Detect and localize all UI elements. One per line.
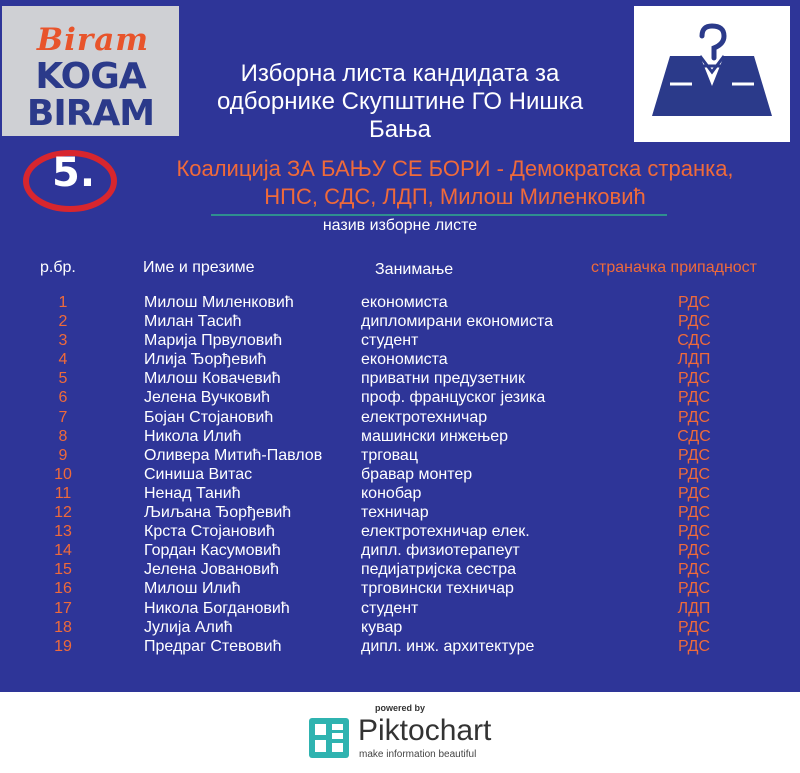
row-party: РДС — [678, 523, 710, 541]
row-name: Илија Ђорђевић — [144, 351, 267, 369]
row-occupation: дипломирани економиста — [361, 313, 553, 331]
row-occupation: студент — [361, 599, 419, 617]
row-party: РДС — [678, 561, 710, 579]
table-row — [0, 522, 800, 541]
row-name: Милош Миленковић — [144, 294, 294, 311]
row-occupation: приватни предузетник — [361, 370, 525, 388]
table-row — [0, 560, 800, 579]
row-rb: 13 — [54, 523, 72, 541]
title-line1: Изборна листа кандидата за — [240, 60, 560, 87]
row-name: Јелена Јовановић — [144, 561, 279, 579]
header-name: Име и презиме — [143, 259, 255, 276]
row-name: Ненад Танић — [144, 484, 241, 502]
table-row — [0, 369, 800, 388]
row-party: ЛДП — [677, 351, 711, 369]
header-occupation: Занимање — [375, 261, 454, 278]
row-party: РДС — [678, 389, 710, 407]
row-party: РДС — [678, 294, 710, 311]
table-row — [0, 388, 800, 407]
table-row — [0, 618, 800, 637]
row-occupation: проф. француског језика — [361, 389, 546, 407]
table-row — [0, 446, 800, 465]
table-row — [0, 599, 800, 618]
row-name: Крста Стојановић — [144, 523, 275, 541]
row-party: РДС — [678, 370, 710, 388]
list-name-line2: НПС, СДС, ЛДП, Милош Миленковић — [264, 184, 646, 209]
row-party: РДС — [678, 484, 710, 502]
row-rb: 17 — [54, 599, 72, 617]
row-party: ЛДП — [677, 599, 711, 617]
row-occupation: електротехничар — [361, 408, 488, 426]
row-party: СДС — [677, 427, 711, 445]
piktochart-brand: Piktochart — [358, 714, 492, 747]
row-party: РДС — [678, 618, 710, 636]
powered-by-label: powered by — [374, 703, 425, 713]
ballot-number-badge — [22, 148, 134, 218]
list-name-line1: Коалиција ЗА БАЊУ СЕ БОРИ - Демократска странка, — [176, 156, 734, 181]
header-rb: р.бр. — [40, 259, 76, 276]
row-occupation: трговински техничар — [361, 580, 514, 598]
electoral-list-name — [135, 155, 775, 211]
footer — [0, 692, 800, 773]
row-name: Бојан Стојановић — [144, 408, 274, 426]
table-row — [0, 503, 800, 522]
hanger-question-icon — [634, 6, 790, 142]
row-party: РДС — [678, 313, 710, 331]
row-rb: 18 — [54, 618, 72, 636]
row-rb: 8 — [58, 427, 68, 445]
row-rb: 14 — [54, 542, 72, 560]
row-rb: 6 — [58, 389, 68, 407]
row-rb: 3 — [58, 332, 68, 350]
page-title — [180, 60, 620, 144]
list-number: 5. — [52, 150, 96, 196]
table-row — [0, 465, 800, 484]
logo-line2: BIRAM — [26, 93, 155, 134]
row-occupation: електротехничар елек. — [361, 523, 530, 541]
row-party: СДС — [677, 332, 711, 350]
title-line3: Бања — [369, 116, 431, 143]
row-rb: 15 — [54, 561, 72, 579]
row-rb: 4 — [58, 351, 68, 369]
row-occupation: техничар — [361, 504, 429, 522]
table-row — [0, 579, 800, 598]
row-party: РДС — [678, 542, 710, 560]
table-row — [0, 312, 800, 331]
row-occupation: студент — [361, 332, 419, 350]
row-name: Љиљана Ђорђевић — [144, 504, 292, 522]
row-rb: 5 — [58, 370, 68, 388]
row-party: РДС — [678, 408, 710, 426]
row-party: РДС — [678, 446, 710, 464]
row-occupation: машински инжењер — [361, 427, 509, 445]
row-name: Никола Богдановић — [144, 599, 290, 617]
piktochart-logo-icon — [309, 718, 349, 758]
row-rb: 1 — [58, 294, 68, 311]
table-row — [0, 484, 800, 503]
row-occupation: конобар — [361, 484, 422, 502]
list-caption: назив изборне листе — [322, 217, 478, 234]
row-party: РДС — [678, 580, 710, 598]
piktochart-tagline: make information beautiful — [359, 749, 477, 760]
row-party: РДС — [678, 504, 710, 522]
row-occupation: кувар — [361, 618, 403, 636]
title-line2: одборнике Скупштине ГО Нишка — [216, 88, 584, 115]
table-row — [0, 331, 800, 350]
row-party: РДС — [678, 465, 710, 483]
row-rb: 11 — [54, 484, 72, 502]
row-name: Милан Тасић — [144, 313, 242, 331]
row-name: Гордан Касумовић — [144, 542, 281, 560]
table-row — [0, 350, 800, 369]
header-party: страначка припадност — [591, 259, 757, 276]
row-name: Никола Илић — [144, 427, 242, 445]
logo-script-text: Biram — [36, 22, 150, 58]
row-occupation: дипл. физиотерапеут — [361, 542, 520, 560]
table-row — [0, 637, 800, 656]
row-occupation: економиста — [361, 294, 448, 311]
row-occupation: бравар монтер — [361, 465, 473, 483]
table-row — [0, 293, 800, 312]
row-rb: 16 — [54, 580, 72, 598]
table-row — [0, 541, 800, 560]
row-rb: 12 — [54, 504, 72, 522]
table-row — [0, 408, 800, 427]
row-name: Оливера Митић-Павлов — [144, 446, 323, 464]
row-party: РДС — [678, 637, 710, 655]
row-occupation: дипл. инж. архитектуре — [361, 637, 535, 655]
row-name: Милош Илић — [144, 580, 241, 598]
row-rb: 2 — [58, 313, 68, 331]
row-name: Милош Ковачевић — [144, 370, 281, 388]
row-name: Марија Првуловић — [144, 332, 283, 350]
logo-line1: KOGA — [35, 56, 146, 97]
koga-biram-logo — [2, 6, 179, 136]
divider — [211, 214, 667, 216]
row-rb: 19 — [54, 637, 72, 655]
row-name: Синиша Витас — [144, 465, 253, 483]
row-name: Јулија Алић — [144, 618, 233, 636]
row-occupation: економиста — [361, 351, 448, 369]
row-rb: 10 — [54, 465, 72, 483]
table-row — [0, 427, 800, 446]
row-name: Предраг Стевовић — [144, 637, 282, 655]
row-occupation: педијатријска сестра — [361, 561, 517, 579]
row-occupation: трговац — [361, 446, 418, 464]
candidate-table — [0, 293, 800, 656]
row-name: Јелена Вучковић — [144, 389, 271, 407]
row-rb: 7 — [58, 408, 68, 426]
row-rb: 9 — [58, 446, 68, 464]
